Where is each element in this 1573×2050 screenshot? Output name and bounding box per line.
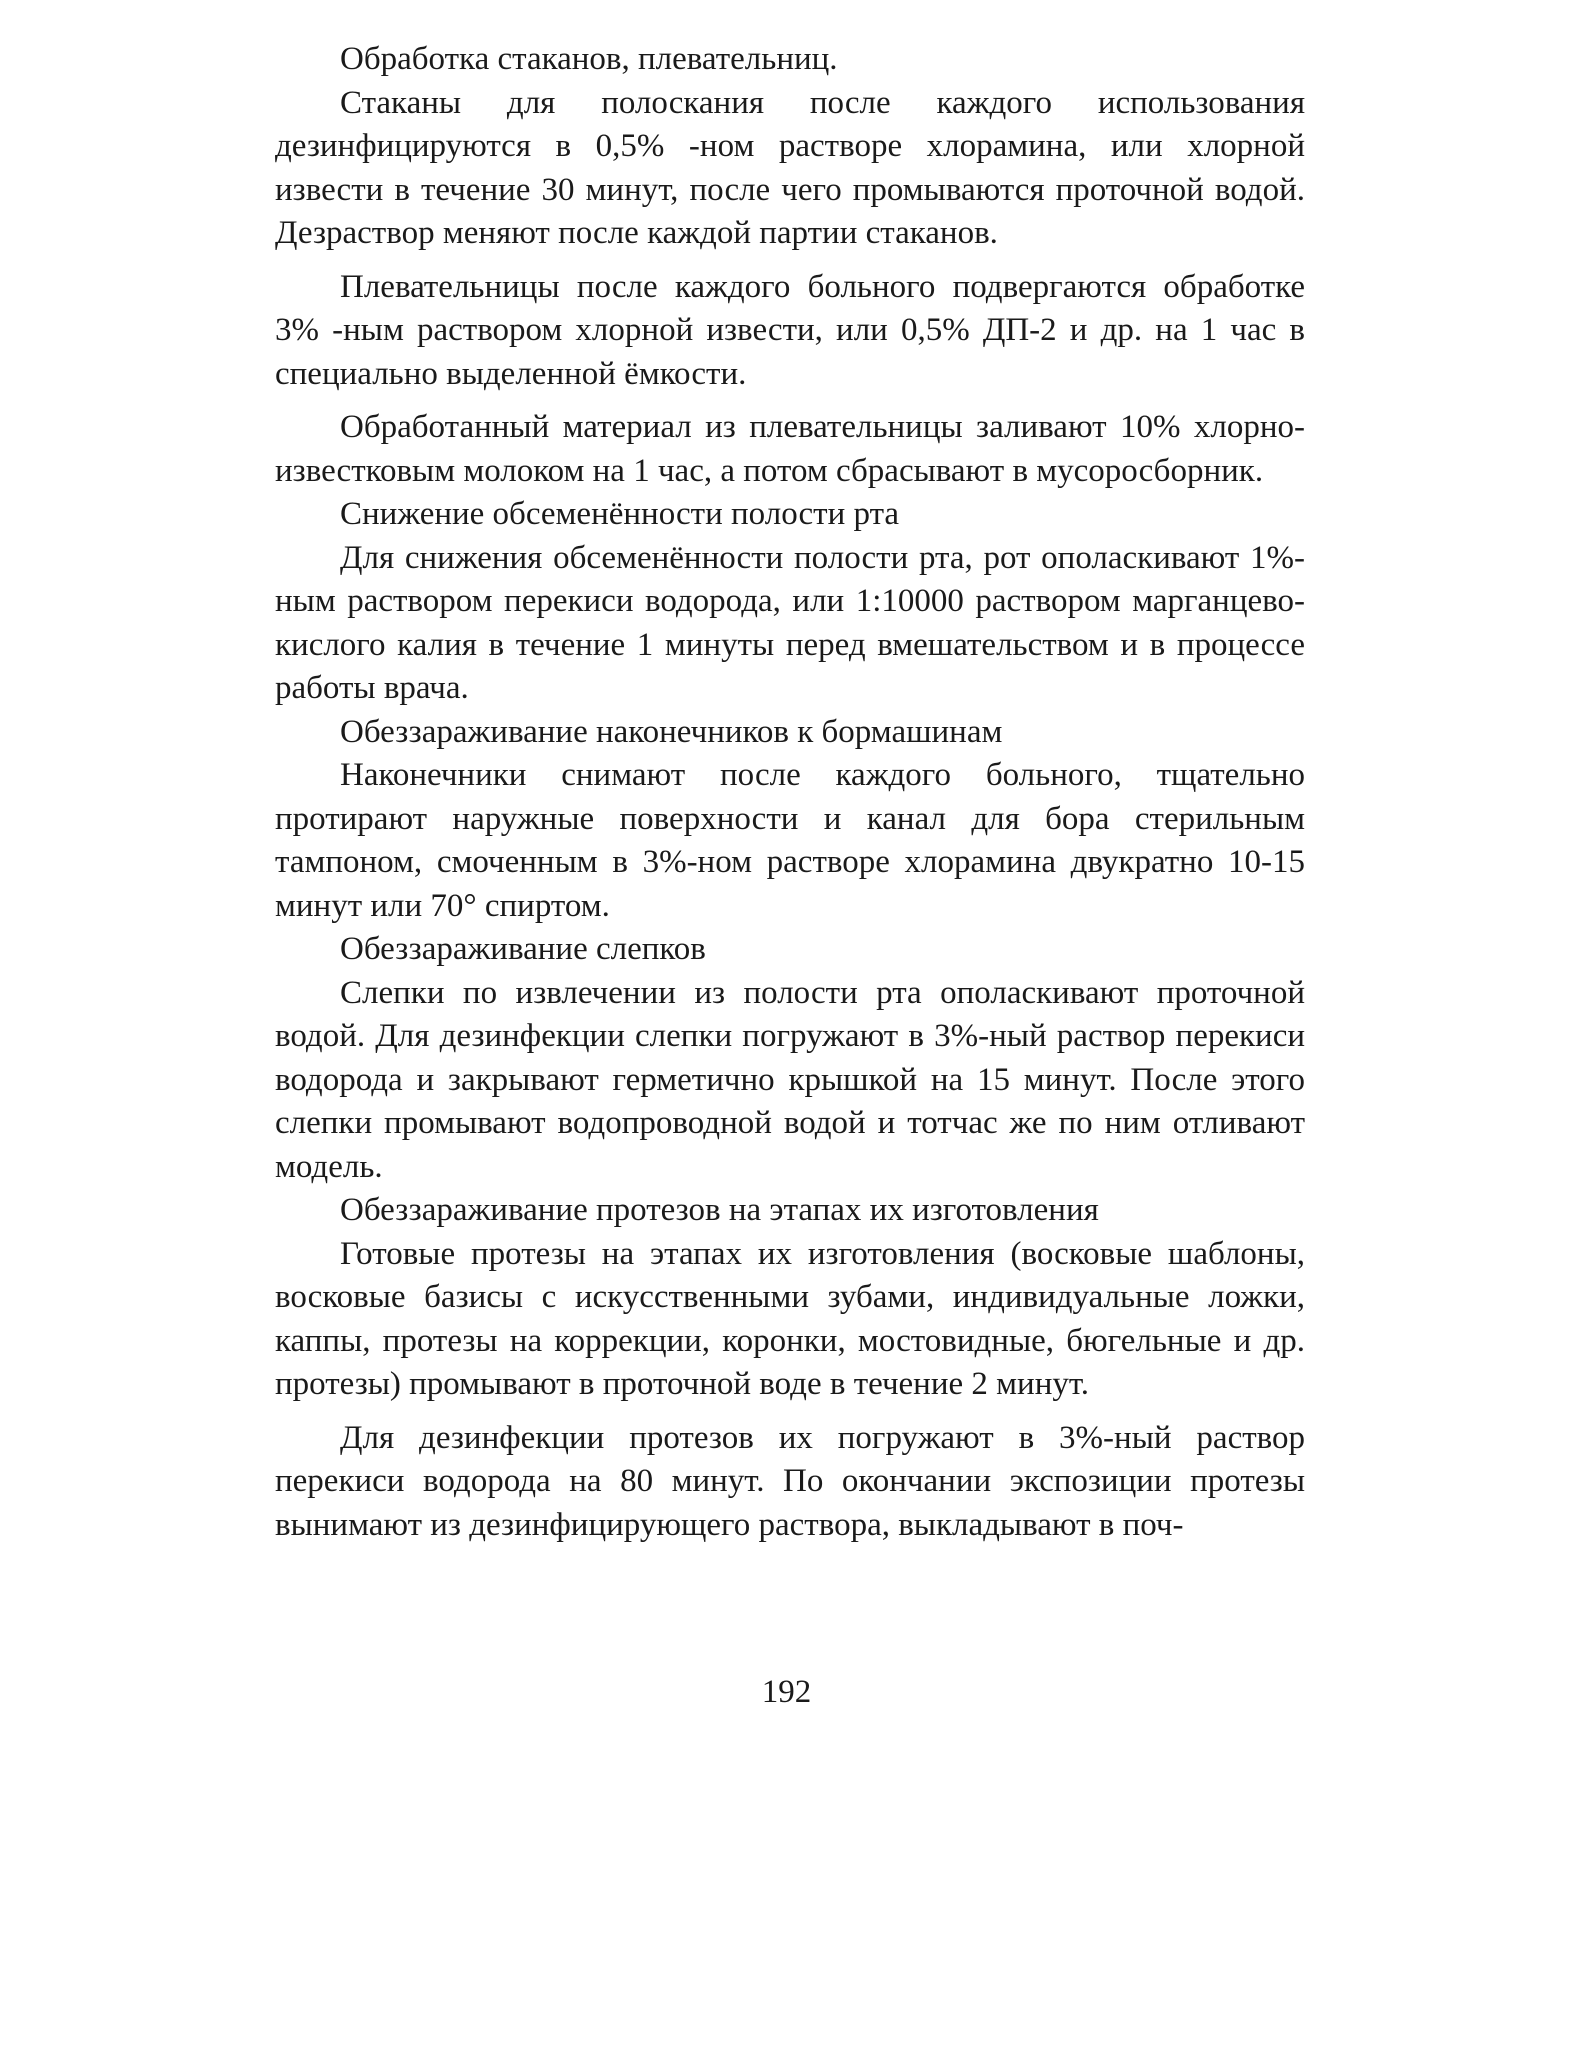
- section-heading-glasses-spittoons: Обработка стаканов, плевательниц.: [340, 41, 838, 77]
- paragraph-prostheses-washing: Готовые протезы на этапах их изготовления (восковые шаблоны, восковые базисы с искусственными зубами, индивидуальные ложки, каппы, протезы на коррекции, коронки, мостовидные, бюгельные и др. протезы) промывают в проточной воде в течение 2 минут.: [275, 1235, 1305, 1402]
- paragraph-impressions: Слепки по извлечении из полости рта ополаскивают проточной водой. Для дезинфекции слепки погружают в 3%-ный раствор перекиси водорода и закрывают герметично крышкой на 15 минут. После этого слепки промывают водопроводной водой и тотчас же по ним отливают модель.: [275, 974, 1305, 1185]
- text-column: [275, 38, 1305, 1547]
- paragraph-glasses: Стаканы для полоскания после каждого использования дезинфицируются в 0,5% -ном растворе хлорамина, или хлорной извести в течение 30 минут, после чего промываются проточной водой. Дезраствор меняют после каждой партии стаканов.: [275, 84, 1305, 251]
- paragraph-spittoons: Плевательницы после каждого больного подвергаются обработке 3% -ным раствором хлорной извести, или 0,5% ДП-2 и др. на 1 час в специально выделенной ёмкости.: [275, 268, 1305, 392]
- page-number: 192: [761, 1674, 812, 1710]
- paragraph-spittoon-material: Обработанный материал из плевательницы заливают 10% хлорно-известковым молоком на 1 час, а потом сбрасывают в мусоросборник.: [275, 409, 1305, 489]
- paragraph-handpieces: Наконечники снимают после каждого больного, тщательно протирают наружные поверхности и канал для бора стерильным тампоном, смоченным в 3%-ном растворе хлорамина двукратно 10-15 минут или 70° спиртом.: [275, 757, 1305, 924]
- section-heading-prostheses: Обеззараживание протезов на этапах их изготовления: [340, 1192, 1099, 1228]
- paragraph-oral-cavity: Для снижения обсеменённости полости рта, рот ополаскивают 1%-ным раствором перекиси водорода, или 1:10000 раствором марганцево-кислого калия в течение 1 минуты перед вмешательством и в процессе работы врача.: [275, 539, 1305, 706]
- section-heading-impressions: Обеззараживание слепков: [340, 931, 706, 967]
- section-heading-handpieces: Обеззараживание наконечников к бормашинам: [340, 713, 1003, 750]
- section-heading-oral-cavity: Снижение обсеменённости полости рта: [340, 496, 900, 532]
- paragraph-prostheses-disinfection: Для дезинфекции протезов их погружают в 3%-ный раствор перекиси водорода на 80 минут. По окончании экспозиции протезы вынимают из дезинфицирующего раствора, выкладывают в поч-: [275, 1419, 1305, 1543]
